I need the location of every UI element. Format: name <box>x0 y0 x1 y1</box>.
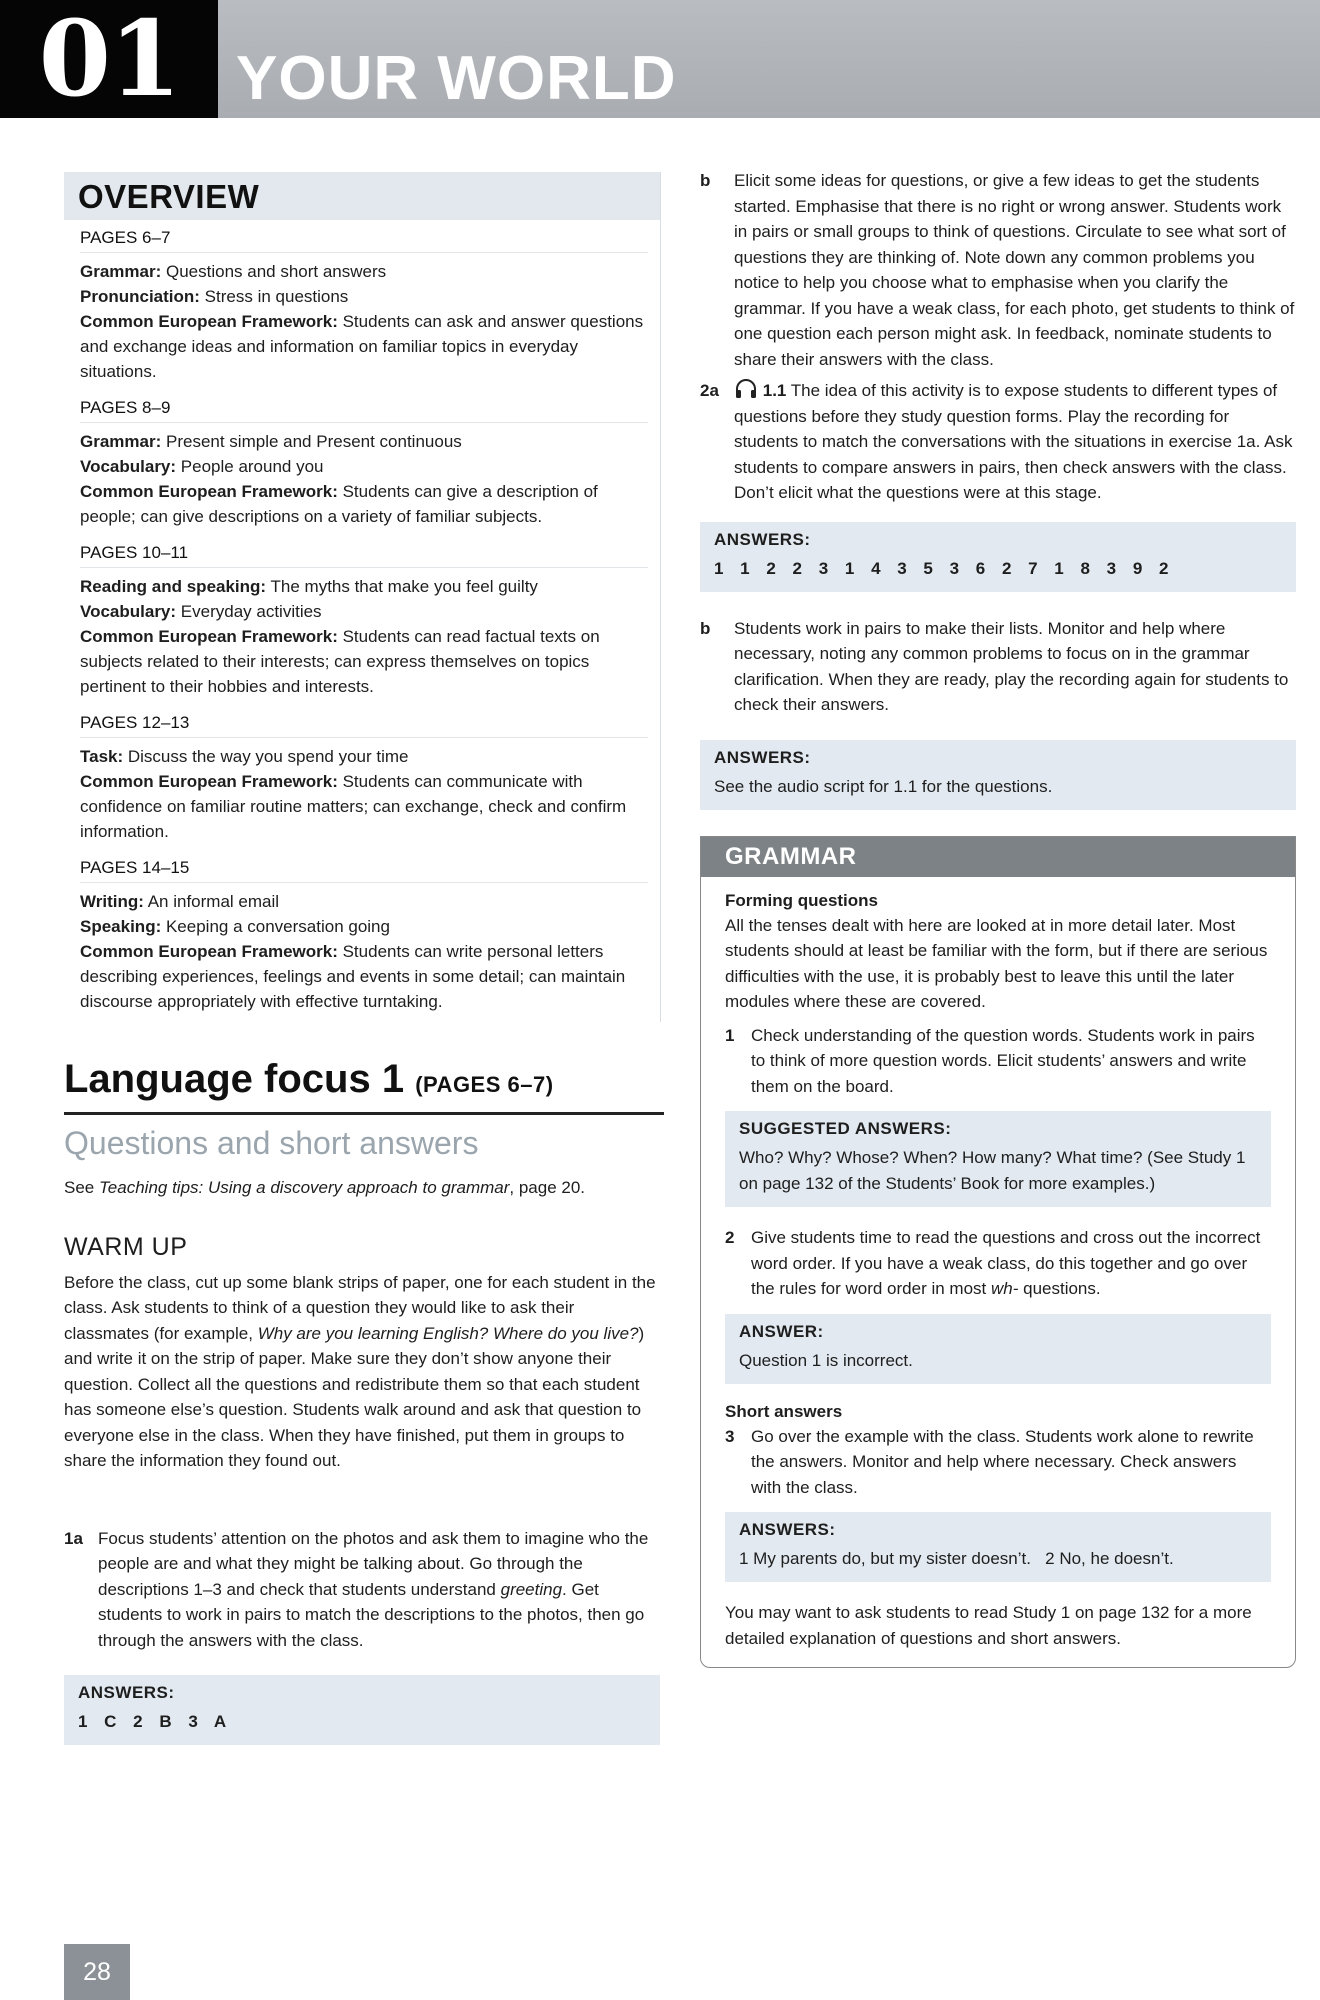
warm-up-text: Before the class, cut up some blank strips of paper, one for each student in the class. Ask students to think of a question they would like to ask their classmates (for example, Why are you learning English? Where do you live?) and write it on the strip of paper. Make sure they don’t show anyone their question. Collect all the questions and redistribute them so that each student has someone else’s question. Students walk around and ask that question to everyone else in the class. When they have finished, put them in groups to share the information they found out. <box>64 1272 656 1470</box>
exercise-text: Students work in pairs to make their lists. Monitor and help where necessary, noting any common problems to focus on in the grammar clarification. When they are ready, play the recording again for students to check their answers. <box>734 618 1289 714</box>
overview-pages: PAGES 8–9 <box>80 398 648 423</box>
overview-item: Writing: An informal email <box>80 892 280 911</box>
grammar-box <box>700 836 1296 1669</box>
answers-box-2a <box>700 522 1296 592</box>
overview-pages: PAGES 6–7 <box>80 228 648 253</box>
exercise-text: 1.1 The idea of this activity is to expose students to different types of questions before they study question forms. Play the recording for students to match the conversations with the situations in exercise 1a. Ask students to compare answers in pairs, then check answers with the class. Don’t elicit what the questions were at this stage. <box>734 381 1293 502</box>
right-column <box>700 168 1296 1668</box>
grammar-body <box>701 877 1295 1668</box>
overview-item: Common European Framework: Students can write personal letters describing experiences, feelings and events in some detail; can maintain discourse appropriately with effective turntaking. <box>80 942 626 1011</box>
answers-values: 1 My parents do, but my sister doesn’t. 2 No, he doesn’t. <box>739 1549 1174 1568</box>
answers-box-3 <box>725 1512 1271 1582</box>
exercise-text: Elicit some ideas for questions, or give a few ideas to get the students started. Emphasise that there is no right or wrong answer. Students work in pairs or small groups to think of questions. Circulate to see what sort of questions they are thinking of. Note down any common problems you notice to help you choose what to emphasise when you clarify the grammar. If you have a weak class, for each photo, get students to think of one question each person might ask. In feedback, nominate students to share their answers with the class. <box>734 171 1295 369</box>
exercise-2b <box>700 616 1296 718</box>
grammar-item-3: 3 Go over the example with the class. Students work alone to rewrite the answers. Monitor and help where necessary. Check answers with the class. <box>725 1426 1254 1497</box>
exercise-label: 2a <box>700 381 719 400</box>
overview-section <box>64 228 660 384</box>
answers-title: ANSWERS: <box>78 1683 175 1702</box>
answers-title: ANSWERS: <box>714 747 811 767</box>
overview-section <box>64 713 660 844</box>
overview-item: Grammar: Present simple and Present continuous <box>80 432 462 451</box>
answer-text: Question 1 is incorrect. <box>739 1350 913 1370</box>
overview-item: Vocabulary: Everyday activities <box>80 602 322 621</box>
overview-item: Common European Framework: Students can give a description of people; can give descriptions on a variety of familiar subjects. <box>80 482 598 526</box>
exercise-1b <box>700 168 1296 372</box>
suggested-answers-title: SUGGESTED ANSWERS: <box>739 1119 952 1138</box>
page-number: 28 <box>64 1944 130 2000</box>
overview-section <box>64 858 660 1014</box>
left-column <box>64 172 664 1745</box>
language-focus-name: Language focus 1 <box>64 1057 405 1101</box>
grammar-closing-note: You may want to ask students to read Study 1 on page 132 for a more detailed explanation of questions and short answers. <box>725 1603 1252 1648</box>
track-number: 1.1 <box>762 381 787 400</box>
unit-header <box>0 0 1320 118</box>
exercise-label: b <box>700 618 711 638</box>
headphones-icon <box>734 379 758 399</box>
overview-item: Speaking: Keeping a conversation going <box>80 917 390 936</box>
answers-title: ANSWERS: <box>714 529 811 549</box>
exercise-1a <box>64 1526 664 1654</box>
answers-box-1a <box>64 1675 660 1745</box>
overview-item: Common European Framework: Students can communicate with confidence on familiar routine matters; can exchange, check and confirm information. <box>80 772 627 841</box>
answer-box-2 <box>725 1314 1271 1384</box>
overview-pages: PAGES 14–15 <box>80 858 648 883</box>
overview-item: Pronunciation: Stress in questions <box>80 287 349 306</box>
forming-questions-title: Forming questions <box>725 890 878 910</box>
answers-values: 1 1 2 2 3 1 4 3 5 3 6 2 7 1 8 3 9 2 <box>714 558 1171 578</box>
overview-heading: OVERVIEW <box>64 172 660 220</box>
grammar-item-2: 2 Give students time to read the questions and cross out the incorrect word order. If you have a weak class, do this together and go over the rules for word order in most wh- questions. <box>725 1228 1261 1298</box>
forming-questions-text: All the tenses dealt with here are looked at in more detail later. Most students should at least be familiar with the form, but if there are serious difficulties with the use, it is probably best to leave this until the later modules where these are covered. <box>725 915 1268 1011</box>
language-focus-title <box>64 1056 664 1115</box>
answers-box-2b <box>700 740 1296 810</box>
overview-section <box>64 398 660 529</box>
short-answers-title: Short answers <box>725 1401 843 1421</box>
teaching-tips-reference: See Teaching tips: Using a discovery approach to grammar, page 20. <box>64 1178 586 1197</box>
exercise-label: 1a <box>64 1528 83 1548</box>
exercise-2a <box>700 378 1296 506</box>
language-focus-subtitle: Questions and short answers <box>64 1125 479 1161</box>
answers-values: See the audio script for 1.1 for the questions. <box>714 776 1053 796</box>
suggested-answers-box <box>725 1111 1271 1207</box>
overview-pages: PAGES 12–13 <box>80 713 648 738</box>
overview-item: Common European Framework: Students can ask and answer questions and exchange ideas and information on familiar topics in everyday situations. <box>80 312 644 381</box>
unit-title: YOUR WORLD <box>236 44 677 113</box>
warm-up-heading: WARM UP <box>64 1232 188 1261</box>
overview-item: Common European Framework: Students can read factual texts on subjects related to their interests; can express themselves on topics pertinent to their hobbies and interests. <box>80 627 600 696</box>
answers-title: ANSWERS: <box>739 1520 836 1539</box>
overview-box <box>64 172 661 1022</box>
answers-values: 1 C 2 B 3 A <box>78 1712 230 1731</box>
answer-title: ANSWER: <box>739 1321 824 1341</box>
overview-item: Task: Discuss the way you spend your time <box>80 747 409 766</box>
overview-item: Reading and speaking: The myths that make you feel guilty <box>80 577 538 596</box>
exercise-text: Focus students’ attention on the photos and ask them to imagine who the people are and what they might be talking about. Go through the descriptions 1–3 and check that students understand greeting. Get students to work in pairs to match the descriptions to the photos, then go through the answers with the class. <box>98 1528 649 1650</box>
overview-item: Grammar: Questions and short answers <box>80 262 387 281</box>
exercise-label: b <box>700 171 711 190</box>
overview-pages: PAGES 10–11 <box>80 543 648 568</box>
language-focus-pages: (PAGES 6–7) <box>415 1072 554 1097</box>
grammar-item-1: 1 Check understanding of the question words. Students work in pairs to think of more question words. Elicit students’ answers and write them on the board. <box>725 1025 1255 1096</box>
grammar-heading: GRAMMAR <box>701 837 1295 877</box>
suggested-answers-text: Who? Why? Whose? When? How many? What time? (See Study 1 on page 132 of the Students’ Book for more examples.) <box>739 1148 1246 1193</box>
overview-item: Vocabulary: People around you <box>80 457 324 476</box>
unit-number: 01 <box>0 0 218 118</box>
overview-section <box>64 543 660 699</box>
